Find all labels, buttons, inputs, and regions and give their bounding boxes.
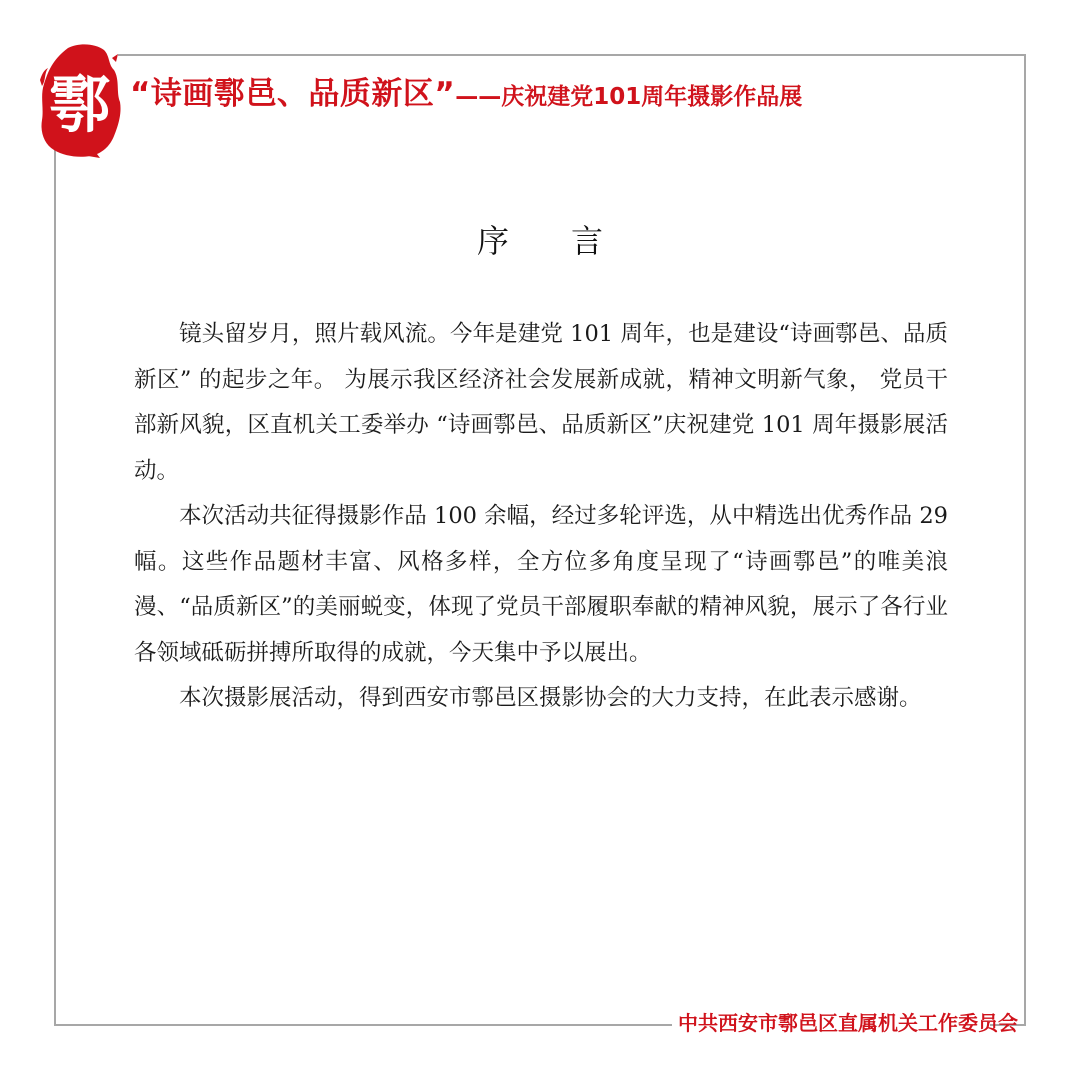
- organization-signature: 中共西安市鄠邑区直属机关工作委员会: [678, 1011, 1018, 1035]
- preface-body: [134, 312, 948, 722]
- exhibition-main-title: “诗画鄠邑、品质新区”: [130, 76, 456, 112]
- preface-paragraph-3: 本次摄影展活动，得到西安市鄠邑区摄影协会的大力支持，在此表示感谢。: [179, 685, 922, 711]
- preface-paragraph-1: 镜头留岁月，照片载风流。今年是建党 101 周年，也是建设“诗画鄠邑、品质新区” 的起步之年。 为展示我区经济社会发展新成就，精神文明新气象， 党员干部新风貌，区直机关工委举办 “诗画鄠邑、品质新区”庆祝建党 101 周年摄影展活动。: [134, 321, 948, 484]
- frame-top-line: [118, 54, 1026, 56]
- exhibition-subtitle: ——庆祝建党101周年摄影作品展: [455, 84, 803, 110]
- preface-heading: 序言: [476, 222, 665, 260]
- frame-bottom-line-left: [54, 1024, 672, 1026]
- frame-right-line: [1024, 54, 1026, 1026]
- frame-left-line: [54, 150, 56, 1026]
- exhibition-title: [130, 74, 802, 114]
- seal-logo: [38, 40, 122, 158]
- preface-paragraph-2: 本次活动共征得摄影作品 100 余幅，经过多轮评选，从中精选出优秀作品 29 幅。这些作品题材丰富、风格多样，全方位多角度呈现了“诗画鄠邑”的唯美浪漫、“品质新区”的美丽蜕变，体现了党员干部履职奉献的精神风貌，展示了各行业各领域砥砺拼搏所取得的成就，今天集中予以展出。: [134, 503, 948, 666]
- seal-glyph: 鄠: [48, 67, 111, 141]
